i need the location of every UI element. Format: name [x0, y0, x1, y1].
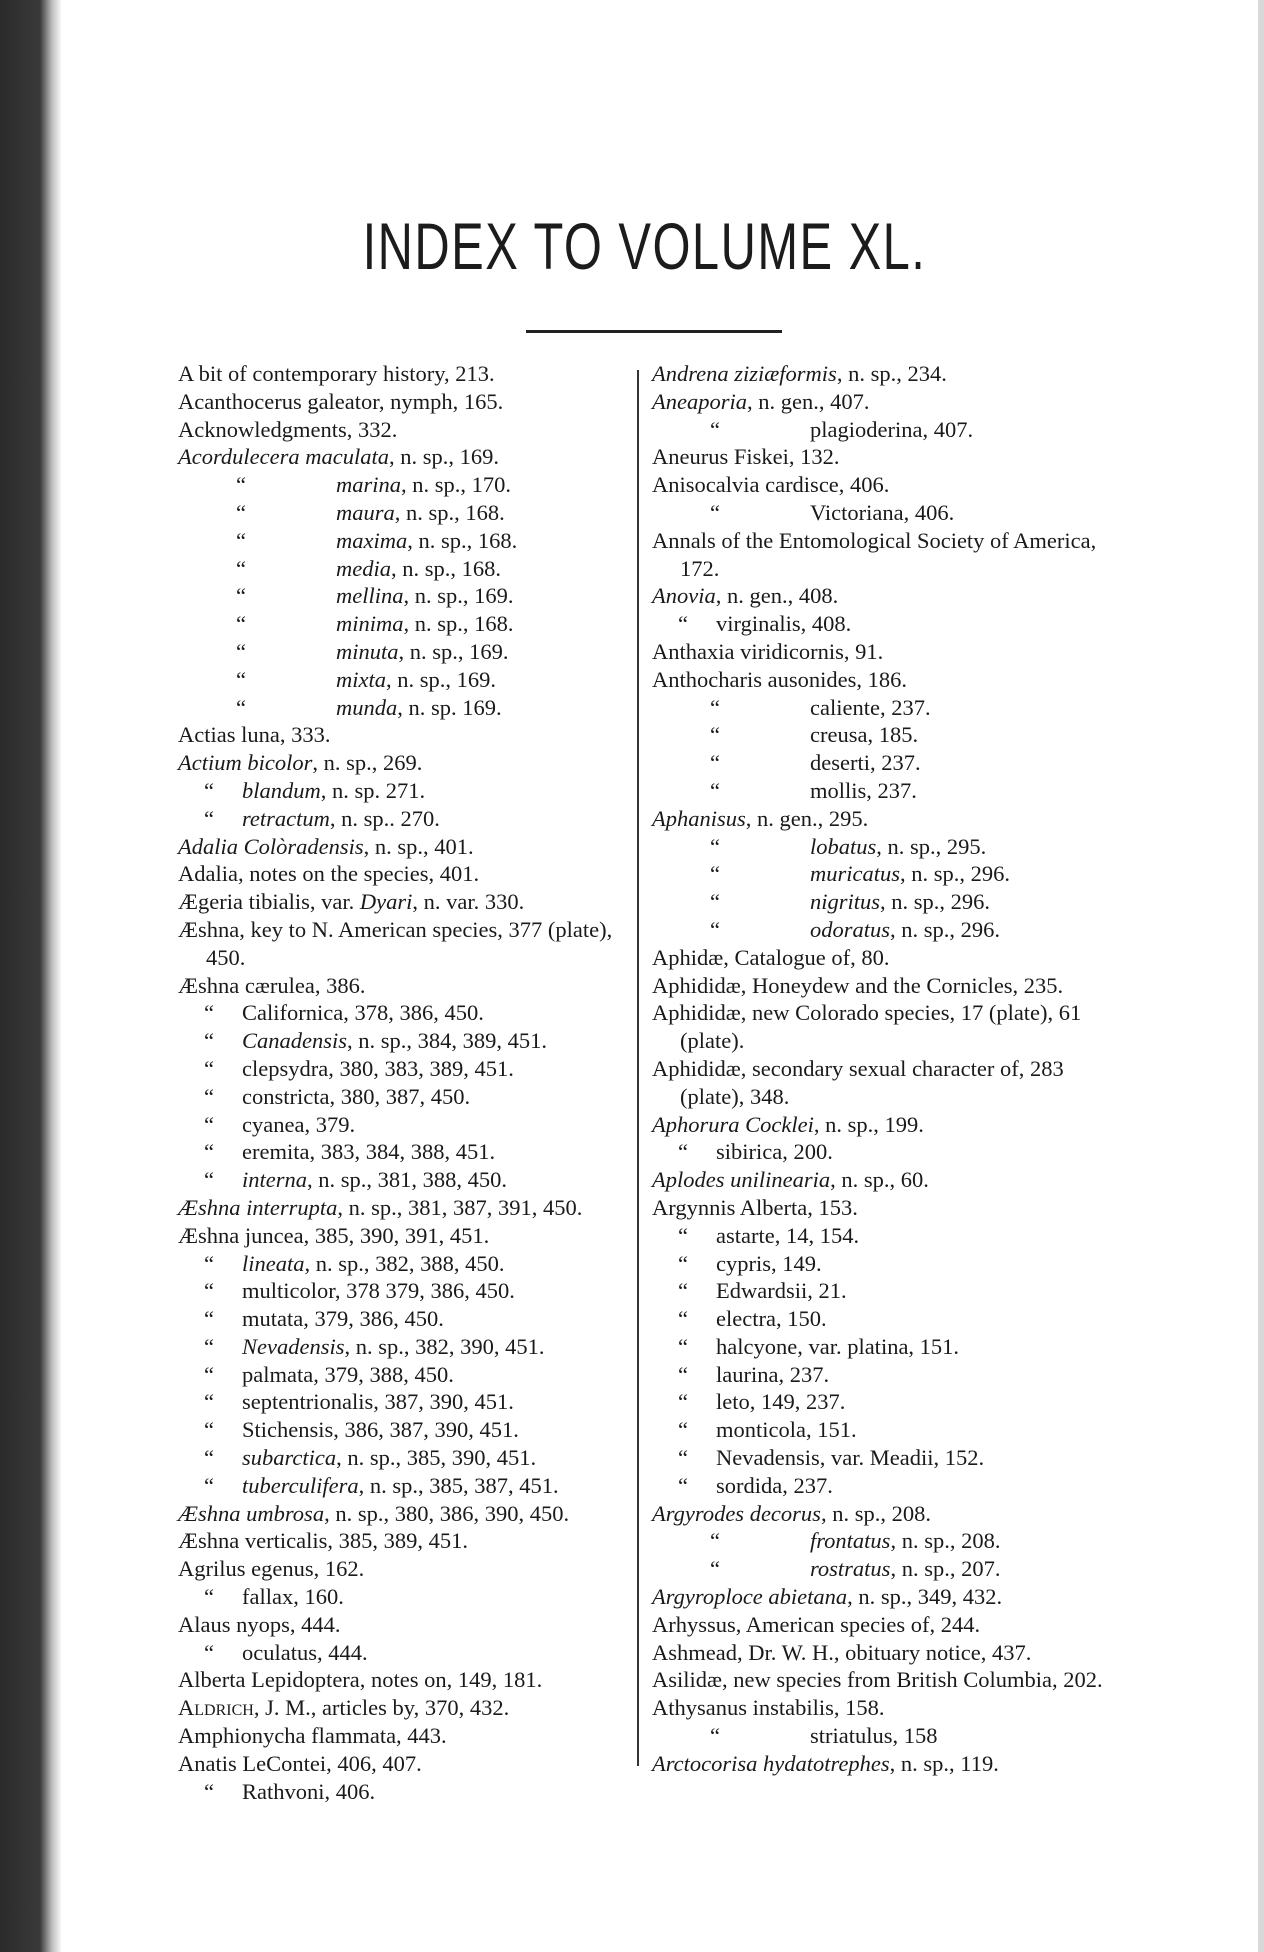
index-entry: “ nigritus, n. sp., 296. — [710, 889, 991, 915]
index-entry: Argyrodes decorus, n. sp., 208. — [652, 1500, 931, 1526]
index-entry: “ electra, 150. — [678, 1306, 827, 1332]
index-entry: Acknowledgments, 332. — [178, 416, 398, 442]
index-entry: “ maxima, n. sp., 168. — [236, 527, 518, 553]
index-entry: “ Canadensis, n. sp., 384, 389, 451. — [204, 1028, 548, 1054]
index-entry: “ maura, n. sp., 168. — [236, 499, 505, 525]
index-entry: “ interna, n. sp., 381, 388, 450. — [204, 1167, 508, 1193]
page-edge — [1258, 0, 1264, 1952]
index-entry: “ subarctica, n. sp., 385, 390, 451. — [204, 1445, 537, 1471]
index-entry: Acordulecera maculata, n. sp., 169. — [178, 444, 499, 470]
index-entry: “ clepsydra, 380, 383, 389, 451. — [204, 1055, 514, 1081]
index-entry: Anovia, n. gen., 408. — [652, 583, 839, 609]
page-gutter-shadow — [0, 0, 62, 1952]
index-entry: Arctocorisa hydatotrephes, n. sp., 119. — [652, 1750, 999, 1776]
index-entry: Aphanisus, n. gen., 295. — [652, 805, 869, 831]
index-entry: “ retractum, n. sp.. 270. — [204, 805, 440, 831]
index-entry: “ oculatus, 444. — [204, 1639, 368, 1665]
index-entry: “ creusa, 185. — [710, 722, 919, 748]
index-entry: Athysanus instabilis, 158. — [652, 1695, 885, 1721]
index-entry: “ odoratus, n. sp., 296. — [710, 916, 1001, 942]
index-entry: Aphididæ, new Colorado species, 17 (plate), 61 (plate). — [652, 1000, 1082, 1054]
index-entry: Anthocharis ausonides, 186. — [652, 666, 907, 692]
column-divider — [637, 370, 639, 1766]
index-entry: “ constricta, 380, 387, 450. — [204, 1083, 471, 1109]
index-entry: Argynnis Alberta, 153. — [652, 1194, 858, 1220]
index-entry: “ Victoriana, 406. — [710, 499, 955, 525]
index-entry: Arhyssus, American species of, 244. — [652, 1611, 981, 1637]
index-entry: “ fallax, 160. — [204, 1584, 344, 1610]
index-entry: “ mollis, 237. — [710, 777, 917, 803]
index-entry: Ashmead, Dr. W. H., obituary notice, 437. — [652, 1639, 1032, 1665]
index-entry: Actias luna, 333. — [178, 722, 331, 748]
index-entry: “ cypris, 149. — [678, 1250, 822, 1276]
index-entry: “ tuberculifera, n. sp., 385, 387, 451. — [204, 1472, 559, 1498]
index-entry: “ Nevadensis, n. sp., 382, 390, 451. — [204, 1333, 545, 1359]
index-entry: Agrilus egenus, 162. — [178, 1556, 365, 1582]
index-entry: Aneurus Fiskei, 132. — [652, 444, 840, 470]
index-entry: “ sibirica, 200. — [678, 1139, 833, 1165]
index-entry: Aphididæ, Honeydew and the Cornicles, 235. — [652, 972, 1064, 998]
index-entry: Argyroploce abietana, n. sp., 349, 432. — [652, 1584, 1003, 1610]
index-entry: Æshna, key to N. American species, 377 (plate), 450. — [178, 916, 613, 970]
index-entry: “ septentrionalis, 387, 390, 451. — [204, 1389, 514, 1415]
index-entry: “ plagioderina, 407. — [710, 416, 974, 442]
index-entry: Alberta Lepidoptera, notes on, 149, 181. — [178, 1667, 543, 1693]
index-entry: “ mutata, 379, 386, 450. — [204, 1306, 444, 1332]
index-entry: “ muricatus, n. sp., 296. — [710, 861, 1011, 887]
index-entry: “ caliente, 237. — [710, 694, 931, 720]
index-entry: Anisocalvia cardisce, 406. — [652, 472, 890, 498]
index-entry: “ lineata, n. sp., 382, 388, 450. — [204, 1250, 505, 1276]
index-entry: Æshna cærulea, 386. — [178, 972, 366, 998]
index-entry: “ Californica, 378, 386, 450. — [204, 1000, 484, 1026]
index-entry: “ Nevadensis, var. Meadii, 152. — [678, 1445, 985, 1471]
index-entry: “ leto, 149, 237. — [678, 1389, 846, 1415]
index-entry: “ eremita, 383, 384, 388, 451. — [204, 1139, 496, 1165]
index-entry: Æshna interrupta, n. sp., 381, 387, 391, 450. — [178, 1194, 583, 1220]
index-entry: Æshna juncea, 385, 390, 391, 451. — [178, 1222, 490, 1248]
index-entry: “ deserti, 237. — [710, 750, 921, 776]
index-entry: “ cyanea, 379. — [204, 1111, 356, 1137]
index-entry: Ægeria tibialis, var. Dyari, n. var. 330. — [178, 889, 525, 915]
index-entry: “ palmata, 379, 388, 450. — [204, 1361, 454, 1387]
index-entry: Andrena ziziæformis, n. sp., 234. — [652, 361, 947, 386]
index-entry: “ virginalis, 408. — [678, 611, 852, 637]
index-entry: Aneaporia, n. gen., 407. — [652, 388, 870, 414]
index-entry: Aphorura Cocklei, n. sp., 199. — [652, 1111, 924, 1137]
index-column-right — [652, 360, 1112, 1778]
index-entry: “ Rathvoni, 406. — [204, 1778, 376, 1804]
index-entry: Asilidæ, new species from British Columbia, 202. — [652, 1667, 1103, 1693]
index-entry: “ rostratus, n. sp., 207. — [710, 1556, 1001, 1582]
index-entry: “ sordida, 237. — [678, 1472, 833, 1498]
index-entry: “ minuta, n. sp., 169. — [236, 638, 509, 664]
index-entry: “ marina, n. sp., 170. — [236, 472, 512, 498]
index-column-left — [178, 360, 618, 1805]
index-entry: “ multicolor, 378 379, 386, 450. — [204, 1278, 515, 1304]
index-entry: Anthaxia viridicornis, 91. — [652, 638, 884, 664]
index-entry: “ laurina, 237. — [678, 1361, 830, 1387]
title-rule — [526, 330, 782, 333]
index-entry: Anatis LeContei, 406, 407. — [178, 1750, 422, 1776]
index-entry: Actium bicolor, n. sp., 269. — [178, 750, 423, 776]
index-entry: Adalia, notes on the species, 401. — [178, 861, 480, 887]
index-entry: Aphididæ, secondary sexual character of, 283 (plate), 348. — [652, 1055, 1064, 1109]
index-entry: “ mixta, n. sp., 169. — [236, 666, 497, 692]
index-entry: “ minima, n. sp., 168. — [236, 611, 514, 637]
index-entry: “ striatulus, 158 — [710, 1723, 938, 1749]
index-entry: Æshna umbrosa, n. sp., 380, 386, 390, 450. — [178, 1500, 570, 1526]
index-entry: Aldrich, J. M., articles by, 370, 432. — [178, 1695, 510, 1721]
page-title: INDEX TO VOLUME XL. — [362, 209, 927, 283]
index-entry: Acanthocerus galeator, nymph, 165. — [178, 388, 504, 414]
index-entry: “ monticola, 151. — [678, 1417, 857, 1443]
index-entry: Aplodes unilinearia, n. sp., 60. — [652, 1167, 929, 1193]
index-entry: A bit of contemporary history, 213. — [178, 361, 495, 386]
index-entry: Annals of the Entomological Society of America, 172. — [652, 527, 1097, 581]
index-entry: Amphionycha flammata, 443. — [178, 1723, 447, 1749]
index-entry: “ frontatus, n. sp., 208. — [710, 1528, 1001, 1554]
index-entry: “ Edwardsii, 21. — [678, 1278, 847, 1304]
index-entry: “ Stichensis, 386, 387, 390, 451. — [204, 1417, 519, 1443]
index-entry: Æshna verticalis, 385, 389, 451. — [178, 1528, 468, 1554]
index-entry: “ media, n. sp., 168. — [236, 555, 502, 581]
index-entry: “ astarte, 14, 154. — [678, 1222, 860, 1248]
index-entry: “ halcyone, var. platina, 151. — [678, 1333, 960, 1359]
index-entry: “ mellina, n. sp., 169. — [236, 583, 514, 609]
index-entry: Adalia Colòradensis, n. sp., 401. — [178, 833, 474, 859]
index-entry: “ munda, n. sp. 169. — [236, 694, 502, 720]
index-entry: “ lobatus, n. sp., 295. — [710, 833, 987, 859]
index-entry: “ blandum, n. sp. 271. — [204, 777, 426, 803]
index-entry: Alaus nyops, 444. — [178, 1611, 341, 1637]
index-entry: Aphidæ, Catalogue of, 80. — [652, 944, 890, 970]
